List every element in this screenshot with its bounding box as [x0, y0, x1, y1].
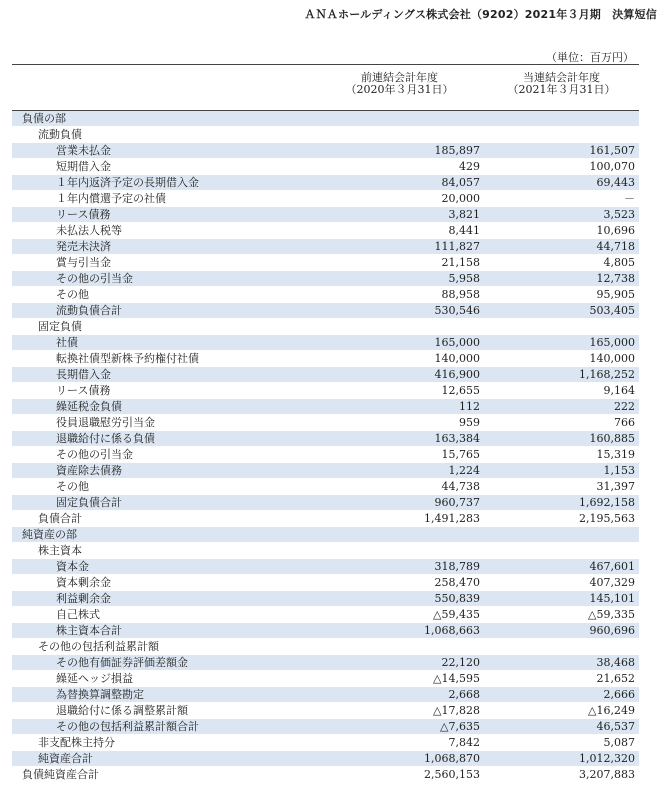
- row-prev-value: 12,655: [315, 383, 484, 399]
- table-row: [12, 175, 639, 191]
- table-row: [12, 751, 639, 767]
- row-prev-value: △14,595: [315, 671, 484, 687]
- row-label: 株主資本合計: [12, 623, 315, 639]
- row-label: 発売未決済: [12, 239, 315, 255]
- row-curr-value: [484, 127, 639, 143]
- row-label: 純資産合計: [12, 751, 315, 767]
- row-prev-value: 2,668: [315, 687, 484, 703]
- row-curr-value: 9,164: [484, 383, 639, 399]
- row-curr-value: 467,601: [484, 559, 639, 575]
- table-row: [12, 207, 639, 223]
- table-row: [12, 479, 639, 495]
- table-row: [12, 575, 639, 591]
- row-curr-value: 21,652: [484, 671, 639, 687]
- row-label: 利益剰余金: [12, 591, 315, 607]
- row-prev-value: [315, 639, 484, 655]
- table-row: [12, 639, 639, 655]
- table-row: [12, 159, 639, 175]
- row-curr-value: [484, 319, 639, 335]
- row-curr-value: 12,738: [484, 271, 639, 287]
- header-prev-period: [315, 65, 484, 111]
- row-label: その他の包括利益累計額合計: [12, 719, 315, 735]
- row-curr-value: 15,319: [484, 447, 639, 463]
- table-body: [12, 111, 639, 783]
- row-curr-value: 4,805: [484, 255, 639, 271]
- document-header: ＡＮＡホールディングス株式会社（9202）2021年３月期 決算短信: [304, 8, 657, 21]
- row-curr-value: 100,070: [484, 159, 639, 175]
- row-curr-value: 165,000: [484, 335, 639, 351]
- row-curr-value: [484, 527, 639, 543]
- table-row: [12, 527, 639, 543]
- row-label: 未払法人税等: [12, 223, 315, 239]
- table-row: [12, 591, 639, 607]
- row-prev-value: 416,900: [315, 367, 484, 383]
- row-curr-value: 161,507: [484, 143, 639, 159]
- row-prev-value: 8,441: [315, 223, 484, 239]
- row-label: その他: [12, 287, 315, 303]
- table-row: [12, 655, 639, 671]
- row-label: その他有価証券評価差額金: [12, 655, 315, 671]
- row-prev-value: △17,828: [315, 703, 484, 719]
- row-curr-value: [484, 111, 639, 127]
- row-prev-value: 44,738: [315, 479, 484, 495]
- row-prev-value: 429: [315, 159, 484, 175]
- table-header-row: [12, 65, 639, 111]
- row-curr-value: 46,537: [484, 719, 639, 735]
- row-label: 資本金: [12, 559, 315, 575]
- table-row: [12, 495, 639, 511]
- row-curr-value: 3,207,883: [484, 767, 639, 783]
- row-curr-value: 5,087: [484, 735, 639, 751]
- row-curr-value: 222: [484, 399, 639, 415]
- balance-sheet-table: [12, 64, 639, 783]
- row-curr-value: △16,249: [484, 703, 639, 719]
- table-row: [12, 623, 639, 639]
- table-row: [12, 735, 639, 751]
- row-label: その他の包括利益累計額: [12, 639, 315, 655]
- table-row: [12, 415, 639, 431]
- row-prev-value: 1,068,870: [315, 751, 484, 767]
- row-curr-value: 1,012,320: [484, 751, 639, 767]
- table-row: [12, 463, 639, 479]
- row-label: その他: [12, 479, 315, 495]
- table-row: [12, 319, 639, 335]
- row-prev-value: 165,000: [315, 335, 484, 351]
- row-curr-value: 140,000: [484, 351, 639, 367]
- row-prev-value: 7,842: [315, 735, 484, 751]
- row-prev-value: 318,789: [315, 559, 484, 575]
- table-row: [12, 255, 639, 271]
- row-prev-value: 20,000: [315, 191, 484, 207]
- row-label: 退職給付に係る調整累計額: [12, 703, 315, 719]
- table-row: [12, 447, 639, 463]
- row-curr-value: 10,696: [484, 223, 639, 239]
- row-curr-value: 2,195,563: [484, 511, 639, 527]
- row-prev-value: △59,435: [315, 607, 484, 623]
- row-label: 資本剰余金: [12, 575, 315, 591]
- row-label: 負債合計: [12, 511, 315, 527]
- table-row: [12, 431, 639, 447]
- row-curr-value: 145,101: [484, 591, 639, 607]
- row-label: 自己株式: [12, 607, 315, 623]
- row-curr-value: 2,666: [484, 687, 639, 703]
- table-row: [12, 351, 639, 367]
- table-row: [12, 271, 639, 287]
- row-prev-value: 258,470: [315, 575, 484, 591]
- row-prev-value: 88,958: [315, 287, 484, 303]
- row-curr-value: －: [484, 191, 639, 207]
- row-label: 役員退職慰労引当金: [12, 415, 315, 431]
- row-label: 退職給付に係る負債: [12, 431, 315, 447]
- row-curr-value: 44,718: [484, 239, 639, 255]
- row-label: 繰延税金負債: [12, 399, 315, 415]
- row-curr-value: [484, 639, 639, 655]
- row-curr-value: 503,405: [484, 303, 639, 319]
- row-label: 固定負債合計: [12, 495, 315, 511]
- row-prev-value: 5,958: [315, 271, 484, 287]
- table-row: [12, 399, 639, 415]
- row-curr-value: 407,329: [484, 575, 639, 591]
- header-curr-title: 当連結会計年度: [523, 71, 600, 84]
- row-label: 賞与引当金: [12, 255, 315, 271]
- header-blank: [12, 65, 315, 111]
- row-prev-value: 1,224: [315, 463, 484, 479]
- row-prev-value: 1,491,283: [315, 511, 484, 527]
- row-label: 固定負債: [12, 319, 315, 335]
- row-prev-value: 550,839: [315, 591, 484, 607]
- row-label: リース債務: [12, 383, 315, 399]
- row-label: 流動負債: [12, 127, 315, 143]
- row-label: 純資産の部: [12, 527, 315, 543]
- row-prev-value: [315, 319, 484, 335]
- row-label: 営業未払金: [12, 143, 315, 159]
- row-prev-value: 15,765: [315, 447, 484, 463]
- table-row: [12, 687, 639, 703]
- header-prev-title: 前連結会計年度: [361, 71, 438, 84]
- table-row: [12, 143, 639, 159]
- header-curr-date: （2021年３月31日）: [507, 83, 616, 96]
- row-label: 負債純資産合計: [12, 767, 315, 783]
- table-row: [12, 767, 639, 783]
- table-row: [12, 671, 639, 687]
- row-prev-value: [315, 543, 484, 559]
- row-prev-value: 3,821: [315, 207, 484, 223]
- row-label: 資産除去債務: [12, 463, 315, 479]
- row-prev-value: 1,068,663: [315, 623, 484, 639]
- header-prev-date: （2020年３月31日）: [345, 83, 454, 96]
- row-label: 負債の部: [12, 111, 315, 127]
- table-row: [12, 127, 639, 143]
- table-row: [12, 335, 639, 351]
- row-curr-value: 960,696: [484, 623, 639, 639]
- row-prev-value: 185,897: [315, 143, 484, 159]
- row-prev-value: 22,120: [315, 655, 484, 671]
- row-label: 長期借入金: [12, 367, 315, 383]
- row-prev-value: 960,737: [315, 495, 484, 511]
- row-curr-value: 1,168,252: [484, 367, 639, 383]
- table-row: [12, 367, 639, 383]
- row-label: その他の引当金: [12, 447, 315, 463]
- table-row: [12, 703, 639, 719]
- row-label: １年内償還予定の社債: [12, 191, 315, 207]
- row-label: 非支配株主持分: [12, 735, 315, 751]
- row-label: 繰延ヘッジ損益: [12, 671, 315, 687]
- table-row: [12, 559, 639, 575]
- table-row: [12, 223, 639, 239]
- unit-label: （単位：百万円）: [546, 51, 634, 64]
- row-prev-value: 140,000: [315, 351, 484, 367]
- table-row: [12, 191, 639, 207]
- row-label: 株主資本: [12, 543, 315, 559]
- row-label: 社債: [12, 335, 315, 351]
- row-prev-value: 530,546: [315, 303, 484, 319]
- row-curr-value: 31,397: [484, 479, 639, 495]
- row-label: 為替換算調整勘定: [12, 687, 315, 703]
- row-label: 流動負債合計: [12, 303, 315, 319]
- row-label: リース債務: [12, 207, 315, 223]
- row-prev-value: 111,827: [315, 239, 484, 255]
- table-row: [12, 383, 639, 399]
- table-row: [12, 239, 639, 255]
- row-label: １年内返済予定の長期借入金: [12, 175, 315, 191]
- header-curr-period: [484, 65, 639, 111]
- row-curr-value: 95,905: [484, 287, 639, 303]
- row-curr-value: 160,885: [484, 431, 639, 447]
- row-curr-value: 1,153: [484, 463, 639, 479]
- row-curr-value: 766: [484, 415, 639, 431]
- row-prev-value: 2,560,153: [315, 767, 484, 783]
- row-prev-value: [315, 527, 484, 543]
- row-prev-value: 21,158: [315, 255, 484, 271]
- table-row: [12, 287, 639, 303]
- row-curr-value: 1,692,158: [484, 495, 639, 511]
- row-prev-value: [315, 127, 484, 143]
- row-label: その他の引当金: [12, 271, 315, 287]
- table-row: [12, 607, 639, 623]
- row-curr-value: △59,335: [484, 607, 639, 623]
- table-row: [12, 543, 639, 559]
- row-prev-value: 112: [315, 399, 484, 415]
- row-label: 転換社債型新株予約権付社債: [12, 351, 315, 367]
- table-row: [12, 111, 639, 127]
- row-prev-value: 163,384: [315, 431, 484, 447]
- row-label: 短期借入金: [12, 159, 315, 175]
- row-prev-value: 84,057: [315, 175, 484, 191]
- row-prev-value: 959: [315, 415, 484, 431]
- table-row: [12, 719, 639, 735]
- row-prev-value: [315, 111, 484, 127]
- row-prev-value: △7,635: [315, 719, 484, 735]
- table-row: [12, 511, 639, 527]
- row-curr-value: 69,443: [484, 175, 639, 191]
- row-curr-value: [484, 543, 639, 559]
- row-curr-value: 38,468: [484, 655, 639, 671]
- row-curr-value: 3,523: [484, 207, 639, 223]
- table-row: [12, 303, 639, 319]
